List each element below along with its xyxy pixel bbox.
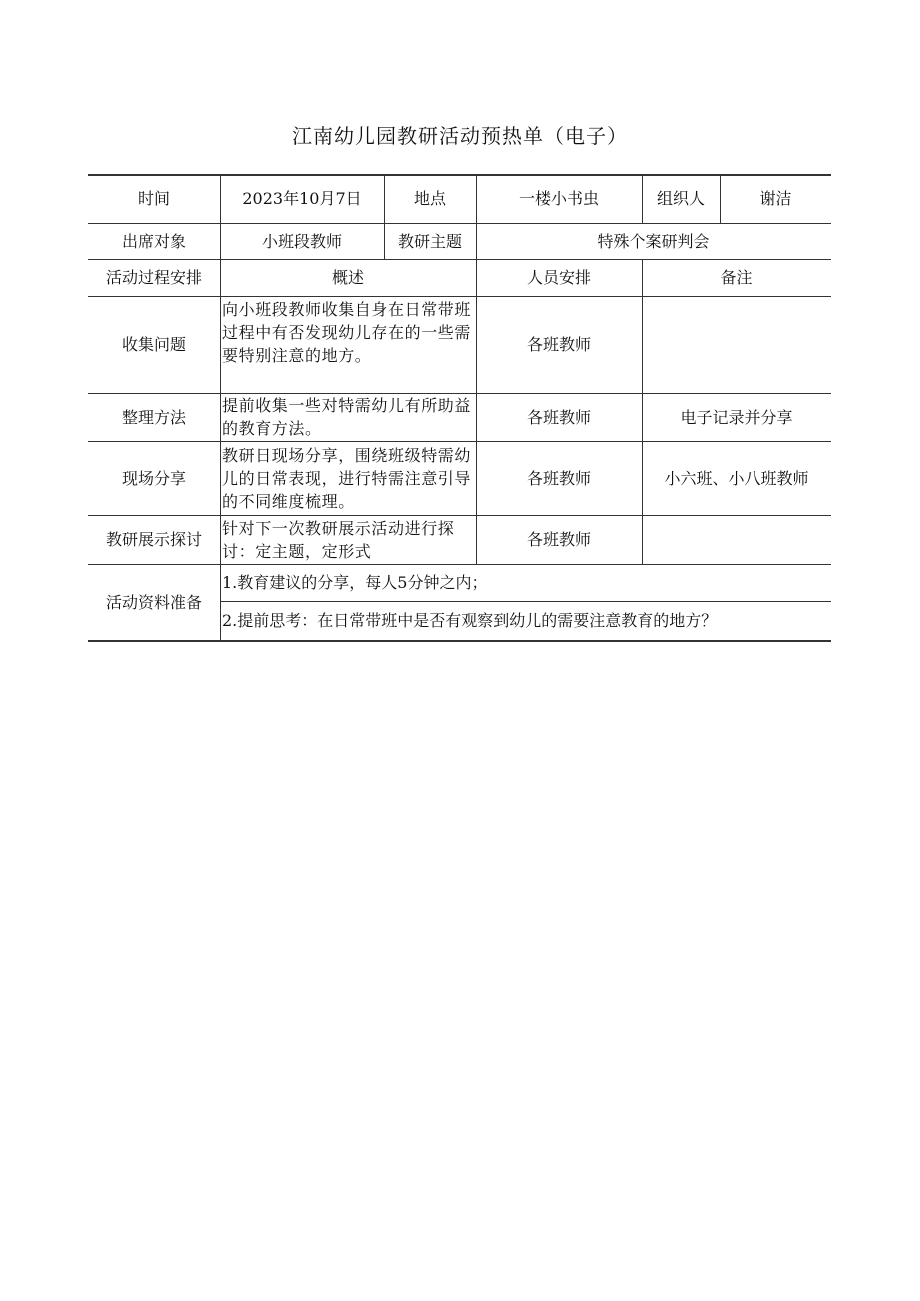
phase-cell: 整理方法	[121, 407, 186, 427]
overview-cell: 提前收集一些对特需幼儿有所助益的教育方法。	[222, 396, 472, 438]
time-label: 时间	[137, 189, 170, 208]
topic-label: 教研主题	[397, 231, 462, 251]
time-value: 2023年10月7日	[242, 189, 362, 208]
phase-cell: 教研展示探讨	[105, 530, 202, 549]
attendees-value: 小班段教师	[261, 231, 342, 251]
overview-cell: 向小班段教师收集自身在日常带班过程中有否发现幼儿存在的一些需要特别注意的地方。	[222, 300, 472, 365]
materials-item: 1.教育建议的分享，每人5分钟之内；	[222, 573, 488, 592]
materials-label: 活动资料准备	[105, 592, 202, 612]
overview-cell: 针对下一次教研展示活动进行探讨：定主题，定形式	[222, 518, 455, 561]
place-value: 一楼小书虫	[518, 189, 599, 208]
phase-cell: 现场分享	[121, 468, 186, 488]
schedule-label: 活动过程安排	[105, 268, 202, 287]
note-cell: 电子记录并分享	[680, 407, 793, 427]
note-cell	[642, 515, 831, 564]
overview-cell: 教研日现场分享，围绕班级特需幼儿的日常表现，进行特需注意引导的不同维度梳理。	[222, 445, 472, 511]
note-cell: 小六班、小八班教师	[664, 468, 809, 488]
materials-item: 2.提前思考：在日常带班中是否有观察到幼儿的需要注意教育的地方？	[222, 611, 718, 630]
phase-cell: 收集问题	[121, 335, 186, 354]
overview-header: 概述	[331, 268, 364, 287]
place-label: 地点	[413, 189, 446, 208]
note-cell	[642, 296, 831, 393]
organizer-label: 组织人	[656, 189, 705, 208]
topic-value: 特殊个案研判会	[597, 231, 710, 251]
staff-header: 人员安排	[526, 268, 591, 287]
document-title: 江南幼儿园教研活动预热单（电子）	[292, 124, 628, 148]
staff-cell: 各班教师	[526, 407, 591, 427]
organizer-value: 谢洁	[759, 189, 792, 208]
staff-cell: 各班教师	[526, 468, 591, 488]
staff-cell: 各班教师	[526, 335, 591, 354]
note-header: 备注	[720, 268, 753, 287]
attendees-label: 出席对象	[121, 231, 186, 251]
staff-cell: 各班教师	[526, 530, 591, 549]
